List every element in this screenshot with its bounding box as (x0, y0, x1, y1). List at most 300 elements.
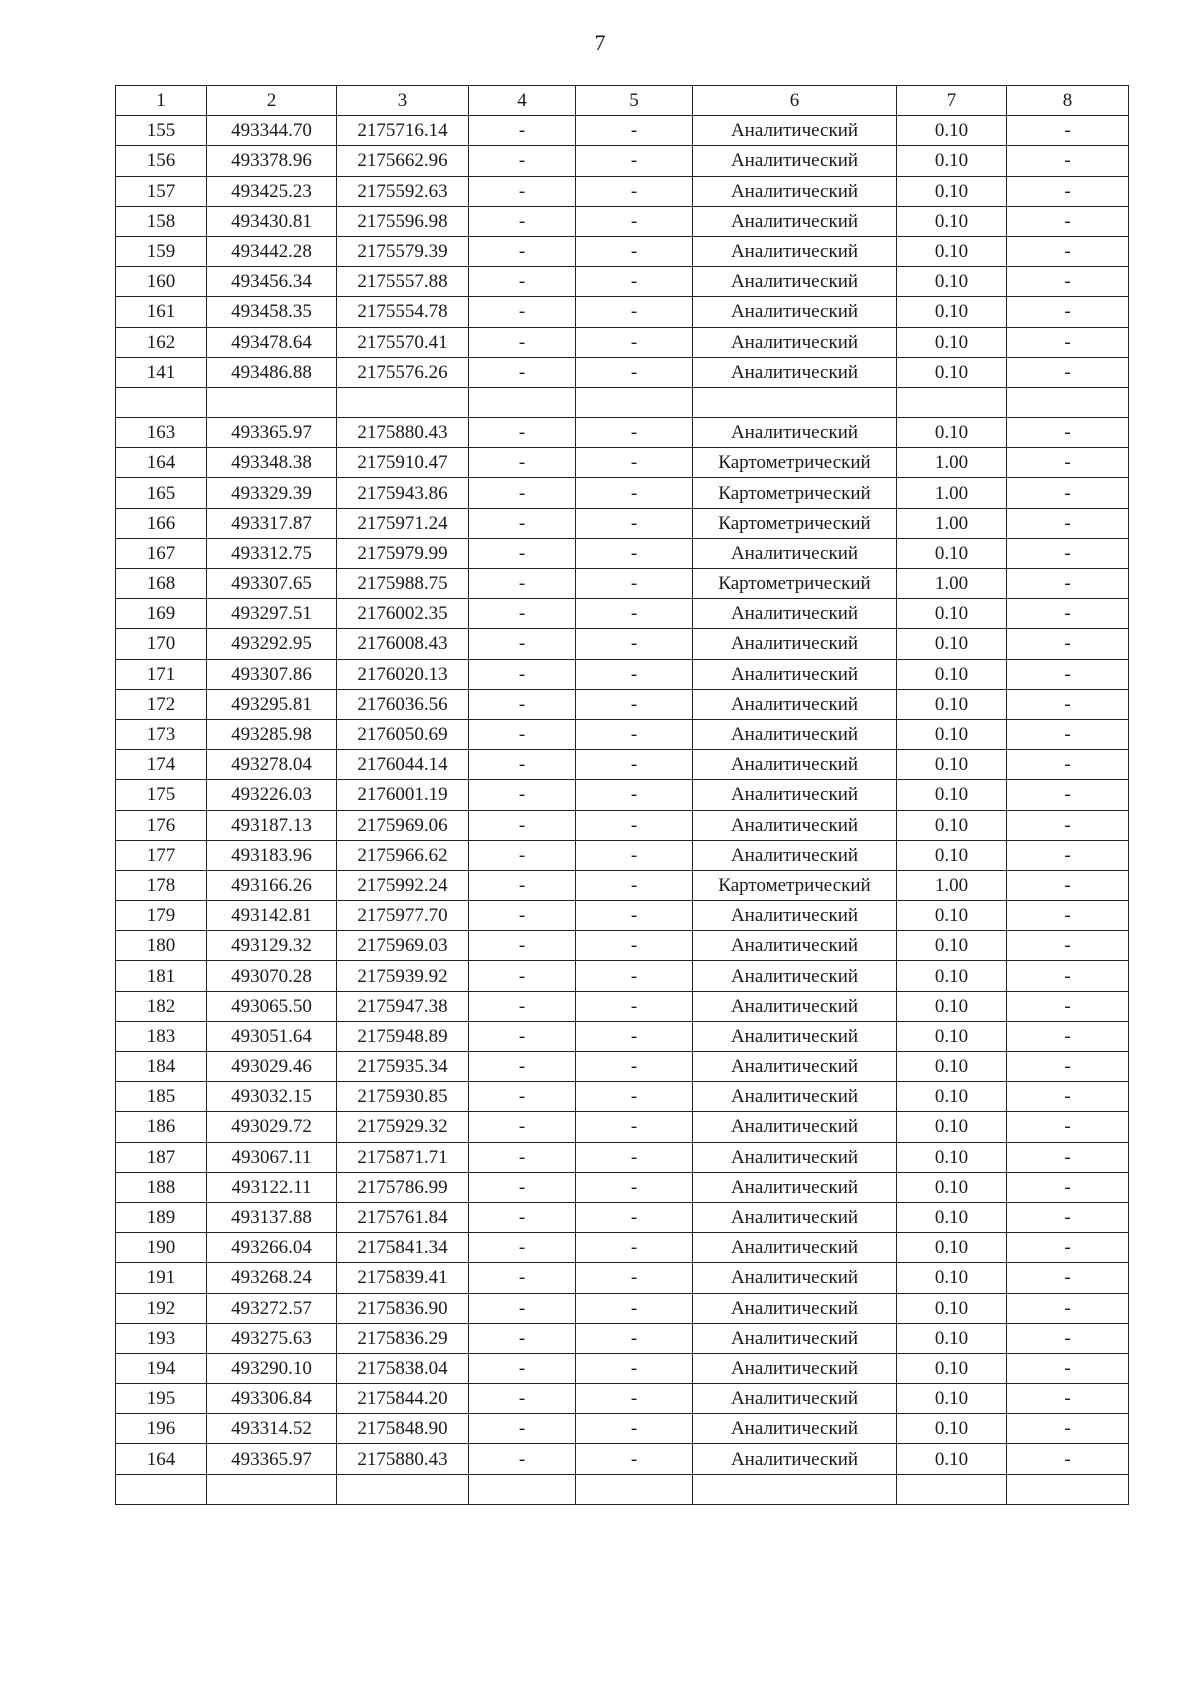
header-cell: 5 (576, 86, 693, 116)
table-cell: 2175910.47 (337, 448, 469, 478)
table-cell: 493307.86 (207, 659, 337, 689)
table-cell: - (1007, 599, 1129, 629)
table-cell: 2175579.39 (337, 236, 469, 266)
table-cell: 493292.95 (207, 629, 337, 659)
table-cell: 0.10 (897, 1414, 1007, 1444)
table-cell: - (576, 991, 693, 1021)
table-row (116, 1052, 1129, 1082)
table-cell: - (1007, 870, 1129, 900)
table-cell: 493268.24 (207, 1263, 337, 1293)
table-cell: - (576, 1353, 693, 1383)
table-cell: - (1007, 1353, 1129, 1383)
table-cell: 2176020.13 (337, 659, 469, 689)
table-cell: 493051.64 (207, 1021, 337, 1051)
table-cell: 2175988.75 (337, 569, 469, 599)
table-cell (1007, 1474, 1129, 1504)
table-cell: 169 (116, 599, 207, 629)
table-cell: 161 (116, 297, 207, 327)
table-cell: - (469, 719, 576, 749)
table-cell: - (1007, 1263, 1129, 1293)
table-row (116, 750, 1129, 780)
table-cell: 493378.96 (207, 146, 337, 176)
table-cell: 493285.98 (207, 719, 337, 749)
table-row (116, 176, 1129, 206)
table-cell: 155 (116, 116, 207, 146)
table-cell: - (1007, 478, 1129, 508)
table-cell: 175 (116, 780, 207, 810)
table-cell: 493430.81 (207, 206, 337, 236)
table-cell: - (1007, 810, 1129, 840)
table-cell: - (469, 1112, 576, 1142)
table-cell: - (1007, 780, 1129, 810)
table-cell: 493317.87 (207, 508, 337, 538)
table-cell: 2175935.34 (337, 1052, 469, 1082)
table-cell: 493278.04 (207, 750, 337, 780)
table-cell: 493032.15 (207, 1082, 337, 1112)
page-number: 7 (594, 30, 606, 55)
table-cell: - (1007, 1323, 1129, 1353)
table-cell (469, 1474, 576, 1504)
table-cell: 159 (116, 236, 207, 266)
table-cell: Аналитический (693, 1082, 897, 1112)
table-cell: - (469, 870, 576, 900)
table-cell: 195 (116, 1384, 207, 1414)
table-cell: 0.10 (897, 206, 1007, 236)
table-cell: - (469, 569, 576, 599)
table-cell: - (469, 508, 576, 538)
table-cell: - (576, 1233, 693, 1263)
table-cell: 0.10 (897, 1021, 1007, 1051)
table-cell: - (576, 629, 693, 659)
table-cell: 493348.38 (207, 448, 337, 478)
table-cell: - (576, 1172, 693, 1202)
table-cell: Аналитический (693, 206, 897, 236)
table-cell: - (1007, 538, 1129, 568)
table-cell: 183 (116, 1021, 207, 1051)
table-cell: - (1007, 1052, 1129, 1082)
table-cell: 0.10 (897, 418, 1007, 448)
table-cell (207, 387, 337, 417)
table-cell: 174 (116, 750, 207, 780)
table-cell: 158 (116, 206, 207, 236)
table-cell: - (576, 448, 693, 478)
table-cell: - (469, 599, 576, 629)
table-cell: - (1007, 357, 1129, 387)
table-cell: - (469, 538, 576, 568)
table-cell: - (469, 659, 576, 689)
table-cell: 2175841.34 (337, 1233, 469, 1263)
table-cell: 493314.52 (207, 1414, 337, 1444)
table-cell: 162 (116, 327, 207, 357)
table-cell: 0.10 (897, 1293, 1007, 1323)
table-row (116, 267, 1129, 297)
table-cell: 493137.88 (207, 1202, 337, 1232)
table-cell: - (469, 418, 576, 448)
table-cell: 196 (116, 1414, 207, 1444)
table-cell: 193 (116, 1323, 207, 1353)
table-cell: - (1007, 206, 1129, 236)
table-cell: - (469, 176, 576, 206)
table-cell: 2176001.19 (337, 780, 469, 810)
table-row (116, 810, 1129, 840)
table-cell: 187 (116, 1142, 207, 1172)
table-cell: 1.00 (897, 478, 1007, 508)
table-cell: 493456.34 (207, 267, 337, 297)
table-cell: - (576, 327, 693, 357)
table-cell: - (1007, 1112, 1129, 1142)
table-cell: 2175576.26 (337, 357, 469, 387)
table-cell: 2176002.35 (337, 599, 469, 629)
table-cell: - (1007, 116, 1129, 146)
table-cell: - (576, 357, 693, 387)
table-cell: 2175880.43 (337, 1444, 469, 1474)
table-cell: 2175871.71 (337, 1142, 469, 1172)
header-cell: 1 (116, 86, 207, 116)
table-cell: 493307.65 (207, 569, 337, 599)
table-cell: 1.00 (897, 870, 1007, 900)
header-cell: 7 (897, 86, 1007, 116)
table-cell: - (1007, 1082, 1129, 1112)
table-cell: Аналитический (693, 327, 897, 357)
table-cell: Картометрический (693, 569, 897, 599)
table-cell: 2175939.92 (337, 961, 469, 991)
table-cell: - (576, 719, 693, 749)
table-cell (116, 387, 207, 417)
table-cell: 0.10 (897, 961, 1007, 991)
table-cell: 0.10 (897, 267, 1007, 297)
table-cell: 0.10 (897, 1233, 1007, 1263)
table-cell: 170 (116, 629, 207, 659)
coordinates-table (115, 85, 1129, 1505)
table-row (116, 1172, 1129, 1202)
table-row (116, 1384, 1129, 1414)
table-cell: 2175592.63 (337, 176, 469, 206)
table-cell: - (469, 267, 576, 297)
table-cell: 0.10 (897, 750, 1007, 780)
table-row (116, 991, 1129, 1021)
table-cell: - (1007, 569, 1129, 599)
table-cell: Аналитический (693, 116, 897, 146)
table-cell: - (576, 1202, 693, 1232)
table-cell: 0.10 (897, 538, 1007, 568)
table-body (116, 116, 1129, 1505)
table-row (116, 1444, 1129, 1474)
table-cell: 2175786.99 (337, 1172, 469, 1202)
table-cell: - (1007, 297, 1129, 327)
table-cell (337, 1474, 469, 1504)
header-cell: 6 (693, 86, 897, 116)
table-cell: 493312.75 (207, 538, 337, 568)
table-cell: Аналитический (693, 750, 897, 780)
table-cell: - (576, 810, 693, 840)
table-cell: Аналитический (693, 1021, 897, 1051)
table-cell: - (576, 1021, 693, 1051)
table-cell: 0.10 (897, 1263, 1007, 1293)
table-cell: - (576, 780, 693, 810)
table-cell: - (576, 840, 693, 870)
table-cell: - (469, 901, 576, 931)
table-cell: 2175596.98 (337, 206, 469, 236)
table-cell: 0.10 (897, 1353, 1007, 1383)
table-cell: 2175838.04 (337, 1353, 469, 1383)
table-cell: - (469, 1202, 576, 1232)
table-cell: - (469, 629, 576, 659)
table-cell: - (469, 1021, 576, 1051)
table-cell: - (1007, 1142, 1129, 1172)
table-cell: - (576, 870, 693, 900)
table-cell: - (469, 1172, 576, 1202)
table-row (116, 327, 1129, 357)
table-cell: 493425.23 (207, 176, 337, 206)
table-row (116, 629, 1129, 659)
table-cell: 0.10 (897, 1112, 1007, 1142)
header-row (116, 86, 1129, 116)
table-cell: 0.10 (897, 659, 1007, 689)
table-cell: - (576, 297, 693, 327)
table-cell: 493458.35 (207, 297, 337, 327)
table-cell: 0.10 (897, 176, 1007, 206)
table-cell: - (469, 931, 576, 961)
table-row (116, 1082, 1129, 1112)
table-cell: 185 (116, 1082, 207, 1112)
table-cell: 2175969.06 (337, 810, 469, 840)
table-cell: - (576, 206, 693, 236)
table-cell (116, 1474, 207, 1504)
table-cell: 164 (116, 448, 207, 478)
table-row (116, 448, 1129, 478)
table-cell: 2175930.85 (337, 1082, 469, 1112)
table-cell: 493070.28 (207, 961, 337, 991)
table-cell: Аналитический (693, 1444, 897, 1474)
table-row (116, 1202, 1129, 1232)
table-cell: Аналитический (693, 1052, 897, 1082)
table-cell: 2175943.86 (337, 478, 469, 508)
table-cell: - (576, 750, 693, 780)
table-cell: - (1007, 418, 1129, 448)
table-row (116, 1021, 1129, 1051)
table-cell: - (576, 1414, 693, 1444)
table-cell: 165 (116, 478, 207, 508)
table-row (116, 146, 1129, 176)
table-cell: 0.10 (897, 357, 1007, 387)
table-cell (337, 387, 469, 417)
table-cell: 0.10 (897, 297, 1007, 327)
table-cell (207, 1474, 337, 1504)
table-cell: Аналитический (693, 1293, 897, 1323)
table-cell: 2176044.14 (337, 750, 469, 780)
table-cell: Аналитический (693, 659, 897, 689)
table-cell: 493478.64 (207, 327, 337, 357)
table-cell (897, 387, 1007, 417)
table-cell: 178 (116, 870, 207, 900)
table-cell: 2175662.96 (337, 146, 469, 176)
table-cell: 2175839.41 (337, 1263, 469, 1293)
table-cell: - (576, 961, 693, 991)
table-cell: 1.00 (897, 508, 1007, 538)
header-cell: 8 (1007, 86, 1129, 116)
table-cell: Аналитический (693, 267, 897, 297)
table-cell: Аналитический (693, 1414, 897, 1444)
table-cell: Аналитический (693, 1142, 897, 1172)
table-cell: - (576, 508, 693, 538)
table-cell: Аналитический (693, 991, 897, 1021)
table-cell: 2175554.78 (337, 297, 469, 327)
header-cell: 2 (207, 86, 337, 116)
table-cell: - (576, 176, 693, 206)
table-cell: 194 (116, 1353, 207, 1383)
table-cell: - (469, 1444, 576, 1474)
table-header (116, 86, 1129, 116)
table-cell: 493295.81 (207, 689, 337, 719)
table-row (116, 538, 1129, 568)
table-row (116, 931, 1129, 961)
table-cell: 493365.97 (207, 1444, 337, 1474)
table-cell: 493275.63 (207, 1323, 337, 1353)
table-cell: 2175929.32 (337, 1112, 469, 1142)
table-cell: - (1007, 629, 1129, 659)
table-cell: 0.10 (897, 1202, 1007, 1232)
table-cell: Картометрический (693, 478, 897, 508)
table-row (116, 840, 1129, 870)
table-row (116, 116, 1129, 146)
table-cell: 0.10 (897, 599, 1007, 629)
table-cell: 0.10 (897, 327, 1007, 357)
table-row (116, 1142, 1129, 1172)
table-cell: Аналитический (693, 719, 897, 749)
table-cell: - (469, 1323, 576, 1353)
table-cell: 181 (116, 961, 207, 991)
table-cell (576, 1474, 693, 1504)
table-cell: - (1007, 961, 1129, 991)
table-row (116, 719, 1129, 749)
table-cell: - (469, 750, 576, 780)
table-cell: Аналитический (693, 810, 897, 840)
table-cell: - (576, 236, 693, 266)
table-row (116, 780, 1129, 810)
table-cell: 160 (116, 267, 207, 297)
table-cell: Аналитический (693, 1112, 897, 1142)
table-cell: 493067.11 (207, 1142, 337, 1172)
table-cell: 493329.39 (207, 478, 337, 508)
table-cell: 0.10 (897, 1082, 1007, 1112)
table-cell: 493365.97 (207, 418, 337, 448)
table-cell: Аналитический (693, 236, 897, 266)
table-cell: - (469, 1414, 576, 1444)
table-cell: 182 (116, 991, 207, 1021)
table-cell: 156 (116, 146, 207, 176)
table-cell: 0.10 (897, 629, 1007, 659)
table-row (116, 1353, 1129, 1383)
table-cell: 2175979.99 (337, 538, 469, 568)
table-cell: - (1007, 448, 1129, 478)
table-cell: 2175971.24 (337, 508, 469, 538)
table-cell: 192 (116, 1293, 207, 1323)
table-cell: Аналитический (693, 931, 897, 961)
table-row (116, 569, 1129, 599)
table-cell: - (1007, 689, 1129, 719)
table-cell: 2175948.89 (337, 1021, 469, 1051)
table-cell: Аналитический (693, 146, 897, 176)
table-cell: - (1007, 327, 1129, 357)
table-cell: 184 (116, 1052, 207, 1082)
table-row (116, 1112, 1129, 1142)
table-cell: - (1007, 1172, 1129, 1202)
table-cell: 493290.10 (207, 1353, 337, 1383)
table-cell: Аналитический (693, 357, 897, 387)
table-cell: - (1007, 1293, 1129, 1323)
table-cell: - (576, 116, 693, 146)
table-cell: 0.10 (897, 1172, 1007, 1202)
table-cell: 163 (116, 418, 207, 448)
table-cell: 2175992.24 (337, 870, 469, 900)
table-cell: - (576, 1142, 693, 1172)
table-cell: 0.10 (897, 1444, 1007, 1474)
table-cell: 0.10 (897, 931, 1007, 961)
table-cell: 2175570.41 (337, 327, 469, 357)
table-cell: - (1007, 146, 1129, 176)
table-row (116, 1293, 1129, 1323)
table-row (116, 599, 1129, 629)
table-cell: 2175557.88 (337, 267, 469, 297)
table-row (116, 1233, 1129, 1263)
table-cell: - (1007, 931, 1129, 961)
table-cell: - (469, 478, 576, 508)
table-cell: - (1007, 840, 1129, 870)
table-cell: - (576, 689, 693, 719)
table-cell: - (576, 659, 693, 689)
table-cell: - (1007, 901, 1129, 931)
table-cell: 0.10 (897, 146, 1007, 176)
table-cell: 0.10 (897, 1142, 1007, 1172)
table-cell: Картометрический (693, 508, 897, 538)
table-cell (576, 387, 693, 417)
table-cell: 493306.84 (207, 1384, 337, 1414)
table-cell: - (1007, 508, 1129, 538)
table-row (116, 478, 1129, 508)
table-cell: - (469, 236, 576, 266)
table-cell: 2175761.84 (337, 1202, 469, 1232)
table-cell: 0.10 (897, 1052, 1007, 1082)
table-cell: 493166.26 (207, 870, 337, 900)
table-cell: 189 (116, 1202, 207, 1232)
table-cell: - (1007, 1021, 1129, 1051)
table-cell: - (469, 780, 576, 810)
table-cell: 0.10 (897, 780, 1007, 810)
table-row (116, 1323, 1129, 1353)
table-cell: - (1007, 1414, 1129, 1444)
table-cell: - (576, 931, 693, 961)
table-cell: 2176008.43 (337, 629, 469, 659)
table-cell: 493266.04 (207, 1233, 337, 1263)
table-cell: 0.10 (897, 991, 1007, 1021)
table-cell: 493129.32 (207, 931, 337, 961)
table-cell: - (576, 569, 693, 599)
table-cell: 493183.96 (207, 840, 337, 870)
table-cell: - (576, 1323, 693, 1353)
table-cell: - (576, 1052, 693, 1082)
table-cell: 2176036.56 (337, 689, 469, 719)
table-row (116, 1414, 1129, 1444)
table-cell: - (1007, 236, 1129, 266)
table-cell: - (1007, 1233, 1129, 1263)
table-row (116, 870, 1129, 900)
table-cell: Аналитический (693, 1353, 897, 1383)
table-cell: 493029.46 (207, 1052, 337, 1082)
table-cell: Аналитический (693, 1384, 897, 1414)
table-cell: 2175836.29 (337, 1323, 469, 1353)
table-cell: 157 (116, 176, 207, 206)
table-cell: - (469, 1233, 576, 1263)
